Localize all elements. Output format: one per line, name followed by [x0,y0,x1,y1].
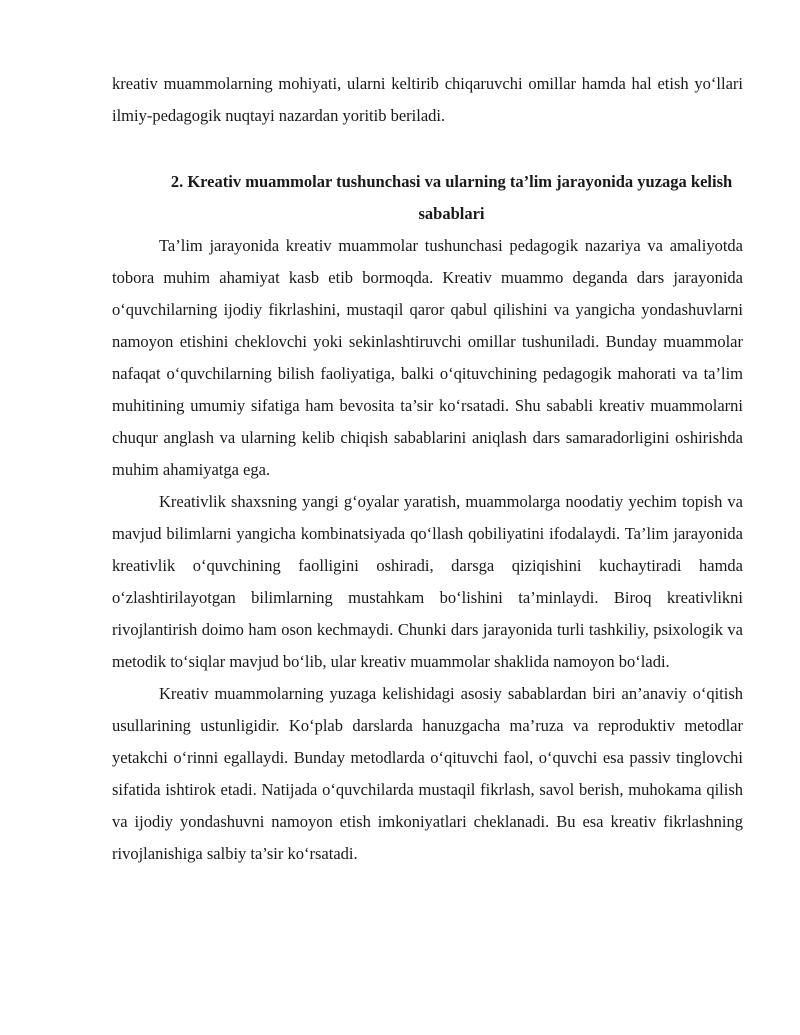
section-heading: 2. Kreativ muammolar tushunchasi va ularning ta’lim jarayonida yuzaga kelish sabablari [170,172,733,223]
body-paragraph-2: Kreativlik shaxsning yangi g‘oyalar yaratish, muammolarga noodatiy yechim topish va mavjud bilimlarni yangicha kombinatsiyada qo‘llash qobiliyatini ifodalaydi. Ta’lim jarayonida kreativlik o‘quvchining faolligini oshiradi, darsga qiziqishini kuchaytiradi hamda o‘zlashtirilayotgan bilimlarning mustahkam bo‘lishini ta’minlaydi. Biroq kreativlikni rivojlantirish doimo ham oson kechmaydi. Chunki dars jarayonida turli tashkiliy, psixologik va metodik to‘siqlar mavjud bo‘lib, ular kreativ muammolar shaklida namoyon bo‘ladi. [112,492,743,671]
body-paragraph-3: Kreativ muammolarning yuzaga kelishidagi asosiy sabablardan biri an’anaviy o‘qitish usullarining ustunligidir. Ko‘plab darslarda hanuzgacha ma’ruza va reproduktiv metodlar yetakchi o‘rinni egallaydi. Bunday metodlarda o‘qituvchi faol, o‘quvchi esa passiv tinglovchi sifatida ishtirok etadi. Natijada o‘quvchilarda mustaqil fikrlash, savol berish, muhokama qilish va ijodiy yondashuvni namoyon etish imkoniyatlari cheklanadi. Bu esa kreativ fikrlashning rivojlanishiga salbiy ta’sir ko‘rsatadi. [112,684,743,863]
document-body [112,68,743,870]
intro-paragraph: kreativ muammolarning mohiyati, ularni keltirib chiqaruvchi omillar hamda hal etish yo‘llari ilmiy-pedagogik nuqtayi nazardan yoritib beriladi. [112,74,743,125]
body-paragraph-1: Ta’lim jarayonida kreativ muammolar tushunchasi pedagogik nazariya va amaliyotda tobora muhim ahamiyat kasb etib bormoqda. Kreativ muammo deganda dars jarayonida o‘quvchilarning ijodiy fikrlashini, mustaqil qaror qabul qilishini va yangicha yondashuvlarni namoyon etishini cheklovchi yoki sekinlashtiruvchi omillar tushuniladi. Bunday muammolar nafaqat o‘quvchilarning bilish faoliyatiga, balki o‘qituvchining pedagogik mahorati va ta’lim muhitining umumiy sifatiga ham bevosita ta’sir ko‘rsatadi. Shu sababli kreativ muammolarni chuqur anglash va ularning kelib chiqish sabablarini aniqlash dars samaradorligini oshirishda muhim ahamiyatga ega. [112,236,743,479]
